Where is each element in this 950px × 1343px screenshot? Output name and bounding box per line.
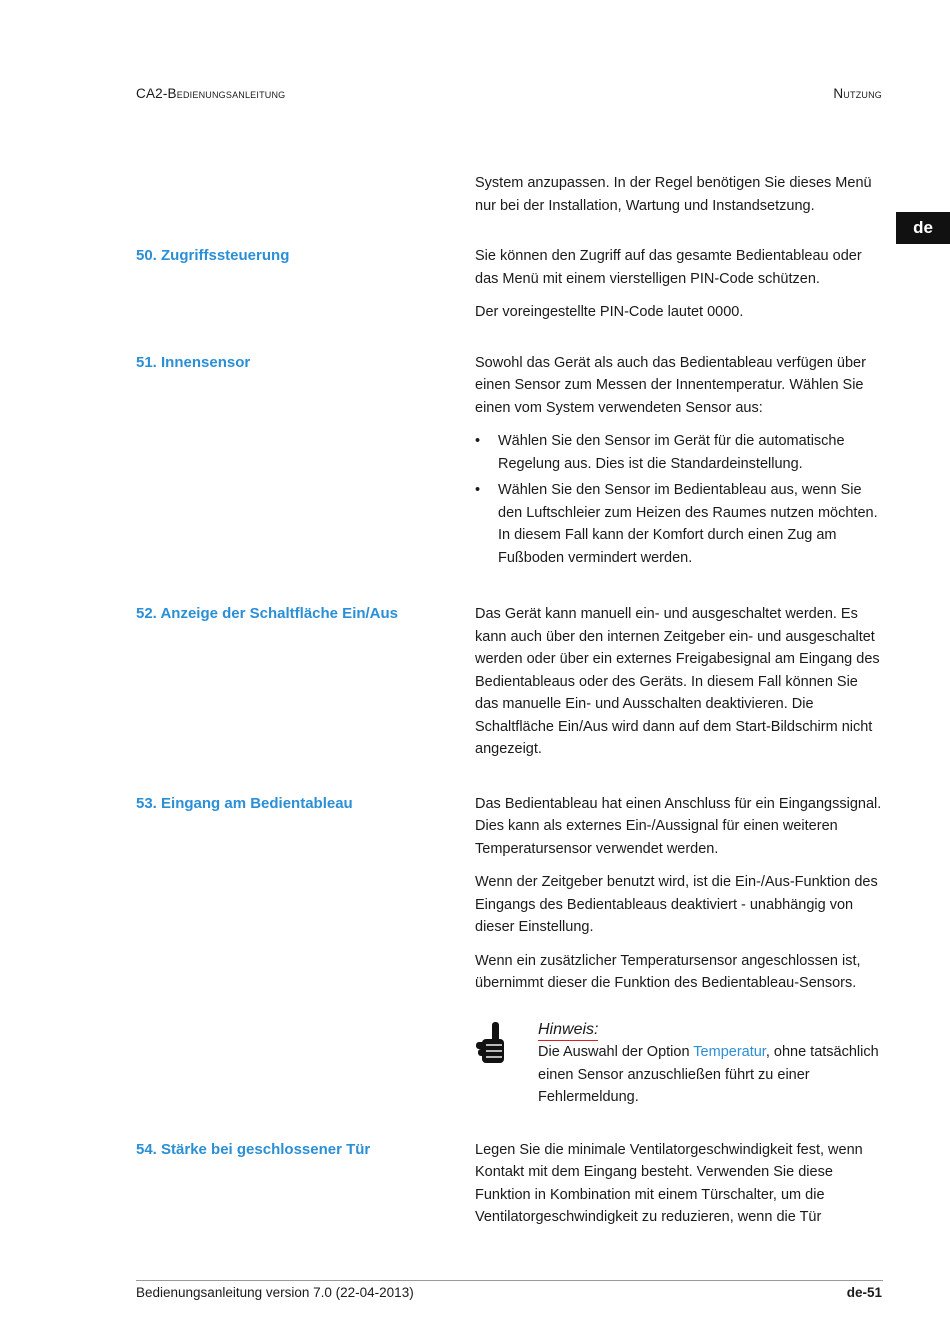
paragraph: Der voreingestellte PIN-Code lautet 0000. [475,304,744,320]
pointing-hand-icon [475,1019,538,1109]
intro-paragraph: System anzupassen. In der Regel benötigen Sie dieses Menü nur bei der Installation, Wartung und Instandsetzung. [475,175,872,214]
note-text-before: Die Auswahl der Option [538,1044,694,1060]
section-anzeige-ein-aus [136,603,886,761]
bullet-glyph: • [475,433,481,449]
pointing-hand-svg [475,1021,507,1067]
running-header-section [833,86,882,101]
note-content [538,1019,883,1109]
list-item [475,479,883,569]
section-staerke-geschlossene-tuer [136,1139,886,1229]
intro-body [475,172,883,217]
section-heading: 54. Stärke bei geschlossener Tür [136,1140,371,1158]
footer-version: Bedienungsanleitung version 7.0 (22-04-2013) [136,1285,414,1300]
bullet-list [475,430,883,569]
section-body [475,1139,883,1229]
list-item-text: Wählen Sie den Sensor im Bedientableau aus, wenn Sie den Luftschleier zum Heizen des Raumes nutzen möchten. In diesem Fall kann der Komfort durch einen Zug am Fußboden vermindert werden. [498,482,878,566]
bullet-glyph: • [475,482,481,498]
page-number: de-51 [846,1285,882,1300]
paragraph: Wenn der Zeitgeber benutzt wird, ist die Ein-/Aus-Funktion des Eingangs des Bedientableaus deaktiviert - unabhängig von dieser Einstellung. [475,874,878,935]
note-title-text: Hinweis: [538,1020,598,1041]
section-body [475,603,883,761]
paragraph: Das Gerät kann manuell ein- und ausgeschaltet werden. Es kann auch über den internen Zeitgeber ein- und ausgeschaltet werden oder über ein externes Freigabesignal am Eingang des Bedientableaus oder des Geräts. In diesem Fall können Sie das manuelle Ein- und Ausschalten deaktivieren. Die Schaltfläche Ein/Aus wird dann auf dem Start-Bildschirm nicht angezeigt. [475,606,880,757]
intro-spacer [136,172,475,217]
intro-section [136,172,886,217]
footer-divider [136,1280,883,1281]
section-heading: 52. Anzeige der Schaltfläche Ein/Aus [136,605,399,622]
option-link[interactable]: Temperatur [693,1044,766,1060]
section-heading: 50. Zugriffssteuerung [136,247,290,264]
note-text-after: , ohne tatsächlich einen Sensor anzuschließen führt zu einer Fehlermeldung. [538,1044,879,1105]
note-text [538,1041,883,1109]
list-item [475,430,883,475]
header-left-text: CA2-Bedienungsanleitung [136,86,286,101]
section-eingang-bedientableau [136,793,886,1109]
section-heading: 53. Eingang am Bedientableau [136,794,353,812]
section-body [475,352,883,574]
paragraph: Das Bedientableau hat einen Anschluss für ein Eingangssignal. Dies kann als externes Ein-/Aussignal für einen weiteren Temperatursensor verwendet werden. [475,795,882,857]
language-tab: de [896,212,950,244]
note-box [475,1019,883,1109]
section-heading: 51. Innensensor [136,353,251,371]
paragraph: Sie können den Zugriff auf das gesamte Bedientableau oder das Menü mit einem vierstelligen PIN-Code schützen. [475,248,862,287]
paragraph: Legen Sie die minimale Ventilatorgeschwindigkeit fest, wenn Kontakt mit dem Eingang besteht. Verwenden Sie diese Funktion in Kombination mit einem Türschalter, um die Ventilatorgeschwindigkeit zu reduzieren, wenn die Tür [475,1141,863,1225]
section-zugriffssteuerung [136,245,886,324]
paragraph: Sowohl das Gerät als auch das Bedientableau verfügen über einen Sensor zum Messen der Innentemperatur. Wählen Sie einen vom System verwendeten Sensor aus: [475,354,866,416]
section-innensensor [136,352,886,574]
paragraph: Wenn ein zusätzlicher Temperatursensor angeschlossen ist, übernimmt dieser die Funktion des Bedientableau-Sensors. [475,952,861,991]
list-item-text: Wählen Sie den Sensor im Gerät für die automatische Regelung aus. Dies ist die Standardeinstellung. [498,433,845,472]
section-body [475,245,883,324]
note-title [538,1019,883,1042]
page-content [136,172,886,1229]
section-body [475,793,883,1109]
header-right-text: Nutzung [833,86,882,101]
running-header-title [136,86,285,101]
